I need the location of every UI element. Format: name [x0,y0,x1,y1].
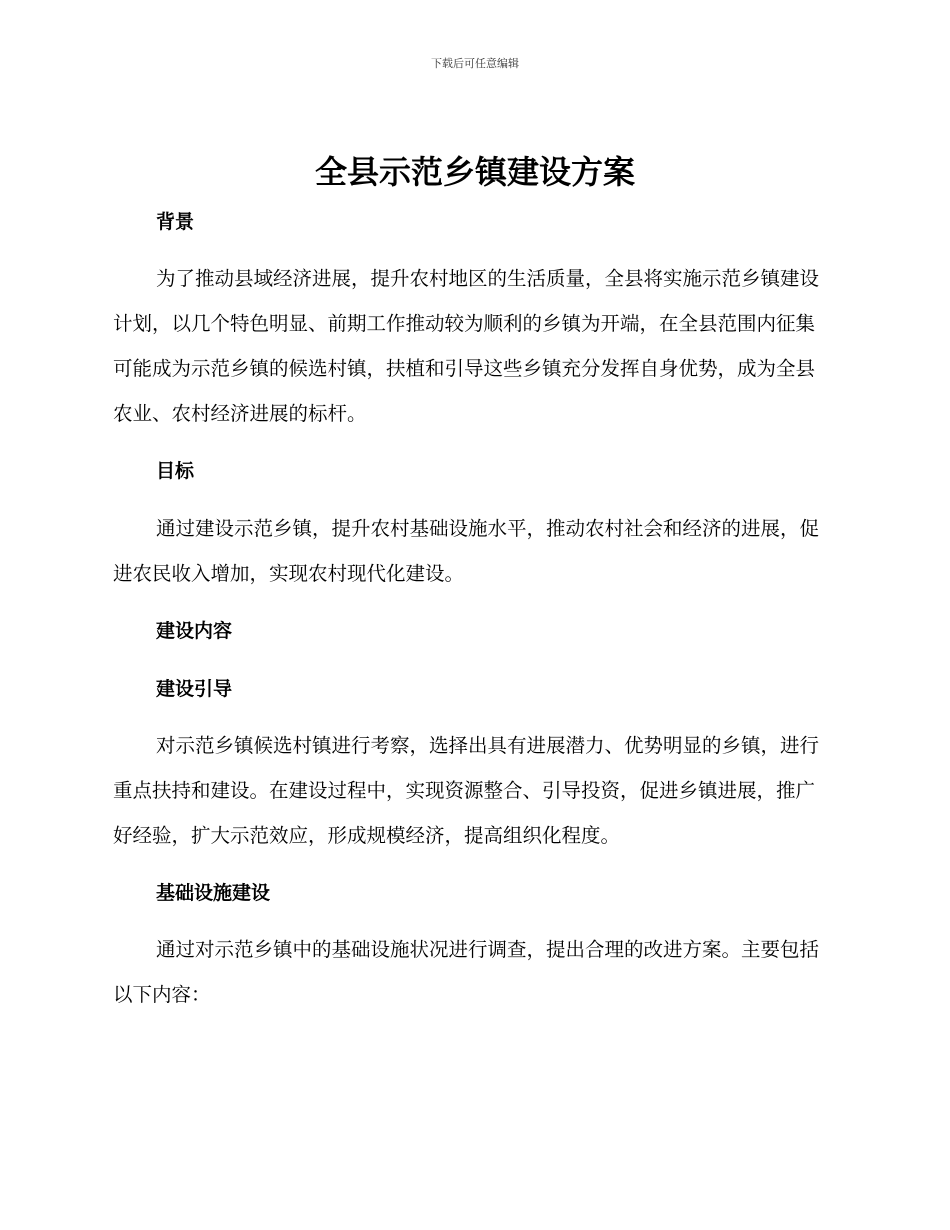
paragraph-infrastructure: 通过对示范乡镇中的基础设施状况进行调查，提出合理的改进方案。主要包括以下内容： [113,938,820,1006]
heading-infrastructure: 基础设施建设 [156,882,271,904]
document-title: 全县示范乡镇建设方案 [314,153,635,191]
paragraph-background: 为了推动县域经济进展，提升农村地区的生活质量，全县将实施示范乡镇建设计划，以几个特色明显、前期工作推动较为顺利的乡镇为开端，在全县范围内征集可能成为示范乡镇的候选村镇，扶植和引导这些乡镇充分发挥自身优势，成为全县农业、农村经济进展的标杆。 [113,267,820,425]
heading-background: 背景 [156,211,195,233]
heading-construction-content: 建设内容 [156,620,233,642]
heading-construction-guidance: 建设引导 [156,678,233,700]
heading-goal: 目标 [156,460,195,482]
paragraph-goal: 通过建设示范乡镇，提升农村基础设施水平，推动农村社会和经济的进展，促进农民收入增加，实现农村现代化建设。 [113,517,820,585]
paragraph-construction-guidance: 对示范乡镇候选村镇进行考察，选择出具有进展潜力、优势明显的乡镇，进行重点扶持和建设。在建设过程中，实现资源整合、引导投资，促进乡镇进展，推广好经验，扩大示范效应，形成规模经济，提高组织化程度。 [113,734,820,847]
header-note: 下载后可任意编辑 [431,57,519,70]
